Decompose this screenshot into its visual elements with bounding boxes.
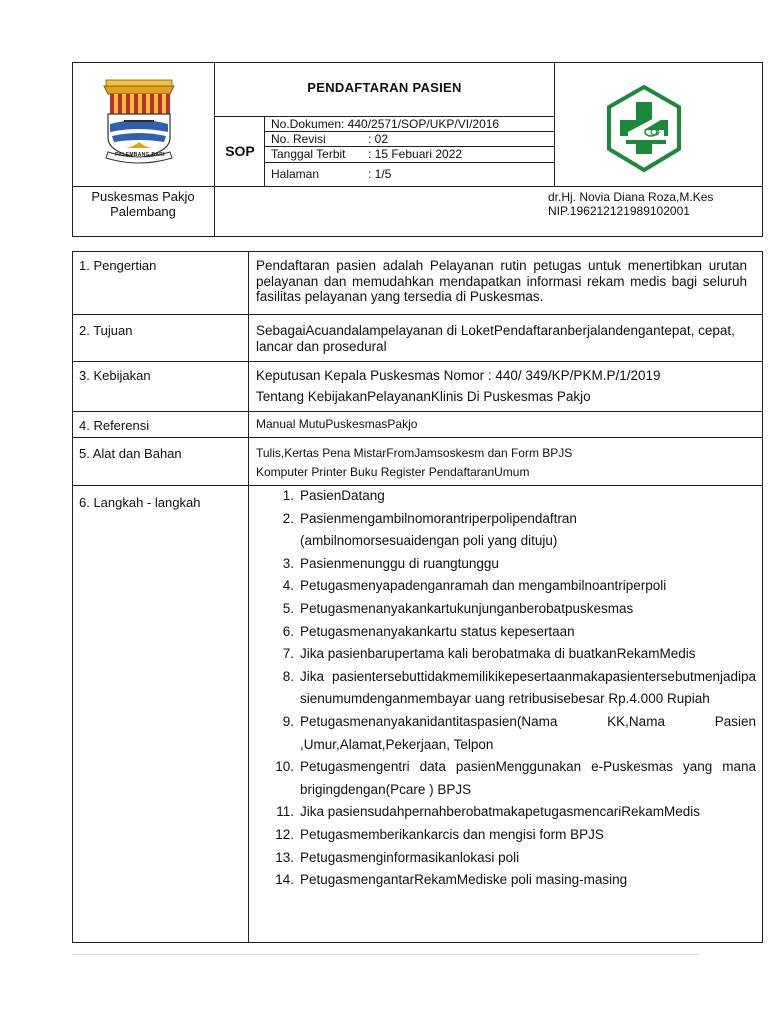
section-text-referensi: Manual MutuPuskesmasPakjo — [256, 417, 418, 431]
step-text: Petugasmenginformasikanlokasi poli — [300, 849, 520, 865]
step-number: 2. — [282, 510, 294, 526]
step-text: PasienDatang — [300, 488, 385, 503]
seal-banner-text: PALEMBANG BARI — [115, 152, 165, 158]
step-text: Pasienmenunggu di ruangtunggu — [300, 555, 499, 571]
section-text-alat-1: Tulis,Kertas Pena MistarFromJamsoskesm dan Form BPJS — [256, 446, 573, 460]
step-text: Jika pasientersebuttidakmemilikikepesertaanmakapasientersebutmenjadipasienumumdenganmembayar uang retribusisebesar Rp.4.000 Rupiah — [300, 668, 756, 707]
meta-document-number — [271, 117, 499, 131]
step-number: 9. — [282, 713, 294, 729]
meta-key: No. Revisi — [271, 132, 326, 146]
meta-key: Tanggal Terbit — [271, 147, 346, 161]
list-item — [272, 621, 757, 644]
step-number: 4. — [282, 578, 294, 594]
step-number: 13. — [275, 849, 294, 865]
meta-issue-date — [271, 147, 462, 161]
page-divider — [72, 954, 698, 955]
step-number: 12. — [275, 826, 294, 842]
step-number: 6. — [282, 623, 294, 639]
step-text: Petugasmenanyakanidantitaspasien(Nama KK,Nama Pasien ,Umur,Alamat,Pekerjaan, Telpon — [300, 713, 756, 752]
step-number: 1. — [282, 488, 294, 503]
section-label-pengertian: 1. Pengertian — [79, 258, 157, 273]
list-item — [272, 847, 757, 870]
meta-value: : 1/5 — [368, 167, 392, 181]
section-label-tujuan: 2. Tujuan — [79, 323, 133, 338]
section-text-kebijakan-1: Keputusan Kepala Puskesmas Nomor : 440/ 349/KP/PKM.P/1/2019 — [256, 368, 661, 383]
steps-list — [272, 485, 757, 892]
section-text-tujuan: SebagaiAcuandalampelayanan di LoketPendaftaranberjalandengantepat, cepat, lancar dan prosedural — [256, 323, 735, 354]
document-title: PENDAFTARAN PASIEN — [307, 80, 462, 95]
list-item — [272, 643, 757, 666]
step-number: 14. — [275, 872, 294, 888]
sop-label: SOP — [225, 143, 255, 159]
section-text-alat-2: Komputer Printer Buku Register PendaftaranUmum — [256, 465, 530, 479]
step-text: Jika pasiensudahpernahberobatmakapetugasmencariRekamMedis — [300, 804, 700, 820]
step-text: Petugasmenanyakankartukunjunganberobatpuskesmas — [300, 600, 634, 616]
section-label-referensi: 4. Referensi — [79, 418, 150, 433]
list-item — [272, 801, 757, 824]
list-item — [272, 756, 757, 801]
section-label-kebijakan: 3. Kebijakan — [79, 368, 151, 383]
step-text: Petugasmengentri data pasienMenggunakan e-Puskesmas yang mana brigingdengan(Pcare ) BPJS — [300, 759, 756, 797]
list-item — [272, 508, 757, 553]
step-text: PetugasmengantarRekamMediske poli masing-masing — [300, 872, 628, 888]
step-number: 11. — [276, 804, 294, 820]
city-seal-logo — [96, 76, 182, 166]
signatory-nip: NIP.196212121989102001 — [548, 204, 690, 218]
step-number: 7. — [282, 646, 294, 662]
list-item — [272, 598, 757, 621]
meta-value: : 440/2571/SOP/UKP/VI/2016 — [341, 117, 500, 131]
step-text: Petugasmenyapadenganramah dan mengambilnoantriperpoli — [300, 578, 667, 594]
step-text: Petugasmemberikankarcis dan mengisi form BPJS — [300, 826, 604, 842]
signatory-name: dr.Hj. Novia Diana Roza,M.Kes — [548, 190, 714, 204]
puskesmas-logo — [604, 84, 684, 174]
step-text: Jika pasienbarupertama kali berobatmaka di buatkanRekamMedis — [300, 646, 696, 662]
list-item — [272, 553, 757, 576]
list-item — [272, 824, 757, 847]
step-text: Petugasmenanyakankartu status kepesertaan — [300, 623, 575, 639]
meta-value: : 15 Febuari 2022 — [368, 147, 463, 161]
meta-key: Halaman — [271, 167, 320, 181]
meta-revision — [271, 132, 388, 146]
list-item — [272, 711, 757, 756]
list-item — [272, 869, 757, 892]
meta-key: No.Dokumen — [271, 117, 342, 131]
section-text-pengertian: Pendaftaran pasien adalah Pelayanan rutin petugas untuk menertibkan urutan pelayanan dan memudahkan mendapatkan informasi rekam medis bagi seluruh fasilitas pelayanan yang tersedia di Puskesmas. — [256, 258, 747, 304]
step-text: Pasienmengambilnomorantriperpolipendaftran (ambilnomorsesuaidengan poli yang dituju) — [300, 510, 577, 549]
list-item — [272, 485, 757, 508]
list-item — [272, 666, 757, 711]
step-number: 3. — [282, 555, 294, 571]
organization-name: Puskesmas Pakjo Palembang — [91, 189, 195, 219]
meta-value: : 02 — [368, 132, 389, 146]
section-text-kebijakan-2: Tentang KebijakanPelayananKlinis Di Puskesmas Pakjo — [256, 389, 591, 404]
step-number: 8. — [282, 668, 294, 684]
step-number: 10. — [275, 759, 294, 775]
section-label-alat-bahan: 5. Alat dan Bahan — [79, 446, 182, 461]
section-label-langkah: 6. Langkah - langkah — [79, 495, 201, 510]
meta-page — [271, 167, 391, 181]
step-number: 5. — [282, 600, 294, 616]
list-item — [272, 575, 757, 598]
